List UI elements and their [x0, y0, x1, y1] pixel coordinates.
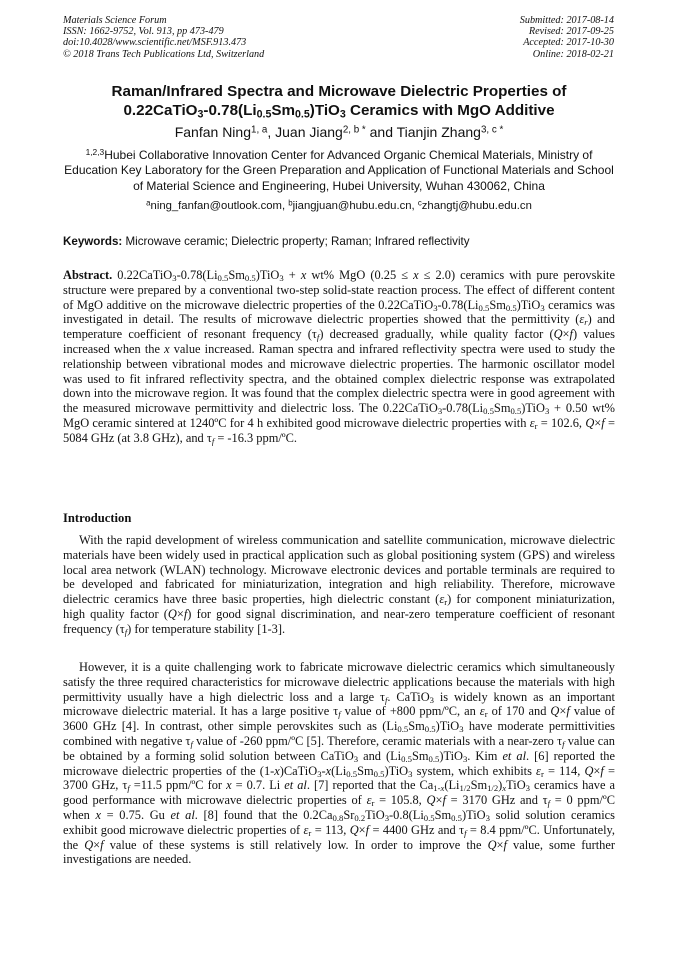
author-emails: $^a$ning_fanfan@outlook.com, $^b$jiangjuan@hubu.edu.cn, $^c$zhangtj@hubu.edu.cn	[146, 198, 532, 212]
abstract: Abstract. $0.22CaTiO_3-0.78(Li_{0.5}Sm_{0.5})TiO_3 + x$ wt% MgO (0.25 ≤ x ≤ 2.0) ceramics with pure perovskite structure were prepared by a conventional two-step solid-state reaction process. The effect of different content of MgO additive on the microwave dielectric properties of the $0.22CaTiO_3-0.78(Li_{0.5}Sm_{0.5})TiO_3$ ceramics was investigated in detail. The results of microwave dielectric properties showed that the permittivity $(\varepsilon_r)$ and temperature coefficient of resonant frequency $(\tau_f)$ decreased gradually, while quality factor (Q×f) values increased when the x value increased. Raman spectra and infrared reflectivity spectra were used to study the relationship between vibrational modes and microwave dielectric properties. The harmonic oscillator model was used to fit infrared reflectivity spectra, and the obtained complex dielectric response was extrapolated down into the microwave region. It was found that the complex dielectric spectra were in good agreement with the measured microwave permittivity and dielectric loss. The $0.22CaTiO_3-0.78(Li_{0.5}Sm_{0.5})TiO_3 + 0.50$ wt% MgO ceramic sintered at 1240ºC for 4 h exhibited good microwave dielectric properties with $\varepsilon_r = 102.6$, Q×f = 5084 GHz (at 3.8 GHz), and $\tau_f = -16.3$ ppm/ºC.	[63, 268, 616, 446]
paper-title	[40, 82, 638, 120]
journal-name: Materials Science Forum	[63, 15, 167, 26]
accepted-date: Accepted: 2017-10-30	[523, 37, 614, 49]
revised-date: Revised: 2017-09-25	[528, 26, 614, 38]
journal-info	[63, 15, 264, 60]
title-line-2: $0.22CaTiO_3-0.78(Li_{0.5}Sm_{0.5})TiO_3$ Ceramics with MgO Additive	[123, 102, 555, 121]
affiliation: $^{1,2,3}$Hubei Collaborative Innovation Center for Advanced Organic Chemical Materials, Ministry of Education Key Laboratory for the Green Preparation and Application of Functional Materials and School of Material Science and Engineering, Hubei University, Wuhan 430062, China	[64, 147, 614, 193]
email-link[interactable]: zhangtj@hubu.edu.cn	[421, 200, 532, 212]
author-name: Fanfan Ning	[174, 124, 251, 140]
section-heading-introduction: Introduction	[63, 511, 132, 525]
intro-paragraph-2: However, it is a quite challenging work to fabricate microwave dielectric ceramics which simultaneously satisfy the three required characteristics for microwave dielectric applications because the materials with high permittivity usually have a high dielectric loss and a large $\tau_f$. CaTiO$_3$ is widely known as an important microwave dielectric material. It has a large positive $\tau_f$ value of +800 ppm/ºC, an $\varepsilon_r$ of 170 and Q×f value of 3600 GHz [4]. In contrast, other simple perovskites such as $(Li_{0.5}Sm_{0.5})TiO_3$ have moderate permittivities combined with negative $\tau_f$ value of -260 ppm/ºC [5]. Therefore, ceramic materials with a near-zero $\tau_f$ value can be obtained by a forming solid solution between CaTiO$_3$ and $(Li_{0.5}Sm_{0.5})TiO_3$. Kim et al. [6] reported the microwave dielectric properties of the $(1-x)CaTiO_3-x(Li_{0.5}Sm_{0.5})TiO_3$ system, which exhibits $\varepsilon_r = 114$, Q×f = 3700 GHz, $\tau_f =11.5$ ppm/ºC for x = 0.7. Li et al. [7] reported that the $Ca_{1-x}(Li_{1/2}Sm_{1/2})_xTiO_3$ ceramics have a good performance with microwave dielectric properties of $\varepsilon_r = 105.8$, Q×f = 3170 GHz and $\tau_f = 0$ ppm/ºC when x = 0.75. Gu et al. [8] found that the $0.2Ca_{0.8}Sr_{0.2}TiO_3-0.8(Li_{0.5}Sm_{0.5})TiO_3$ solid solution ceramics exhibit good microwave dielectric properties of $\varepsilon_r = 113$, Q×f = 4400 GHz and $\tau_f = 8.4$ ppm/ºC. Unfortunately, the Q×f value of these systems is still relatively low. In order to improve the Q×f value, some further investigations are needed.	[63, 660, 616, 867]
online-date: Online: 2018-02-21	[532, 48, 614, 60]
submitted-date: Submitted: 2017-08-14	[519, 15, 614, 26]
email-link[interactable]: ning_fanfan@outlook.com	[150, 200, 282, 212]
abstract-label: Abstract.	[63, 268, 113, 282]
email-link[interactable]: jiangjuan@hubu.edu.cn	[292, 200, 412, 212]
intro-paragraph-1: With the rapid development of wireless communication and satellite communication, microwave dielectric materials have been widely used in practical application such as global positioning system (GPS) and wireless local area network (WLAN) technology. Microwave electronic devices and portable terminals are required to be developed and fabricated for miniaturization, integration and high reliability. Therefore, microwave dielectric ceramics have three basic properties, high dielectric constant $(\varepsilon_r)$ for component miniaturization, high quality factor (Q×f) for good signal discrimination, and near-zero temperature coefficient of resonant frequency $(\tau_f)$ for temperature stability [1-3].	[63, 533, 615, 637]
title-line-1: Raman/Infrared Spectra and Microwave Dielectric Properties of	[111, 83, 567, 100]
keywords	[63, 235, 623, 249]
keywords-text: Microwave ceramic; Dielectric property; Raman; Infrared reflectivity	[122, 235, 470, 248]
author-name: Tianjin Zhang	[396, 124, 481, 140]
doi-line: doi:10.4028/www.scientific.net/MSF.913.473	[63, 37, 247, 49]
author-list: Fanfan Ning$^{1, a}$, Juan Jiang$^{2, b *}$ and Tianjin Zhang$^{3, c *}$	[174, 124, 504, 140]
article-dates	[520, 15, 614, 60]
author-name: Juan Jiang	[275, 124, 343, 140]
issn-line: ISSN: 1662-9752, Vol. 913, pp 473-479	[63, 26, 224, 38]
keywords-label: Keywords:	[63, 235, 123, 248]
copyright-line: © 2018 Trans Tech Publications Ltd, Switzerland	[63, 48, 265, 60]
